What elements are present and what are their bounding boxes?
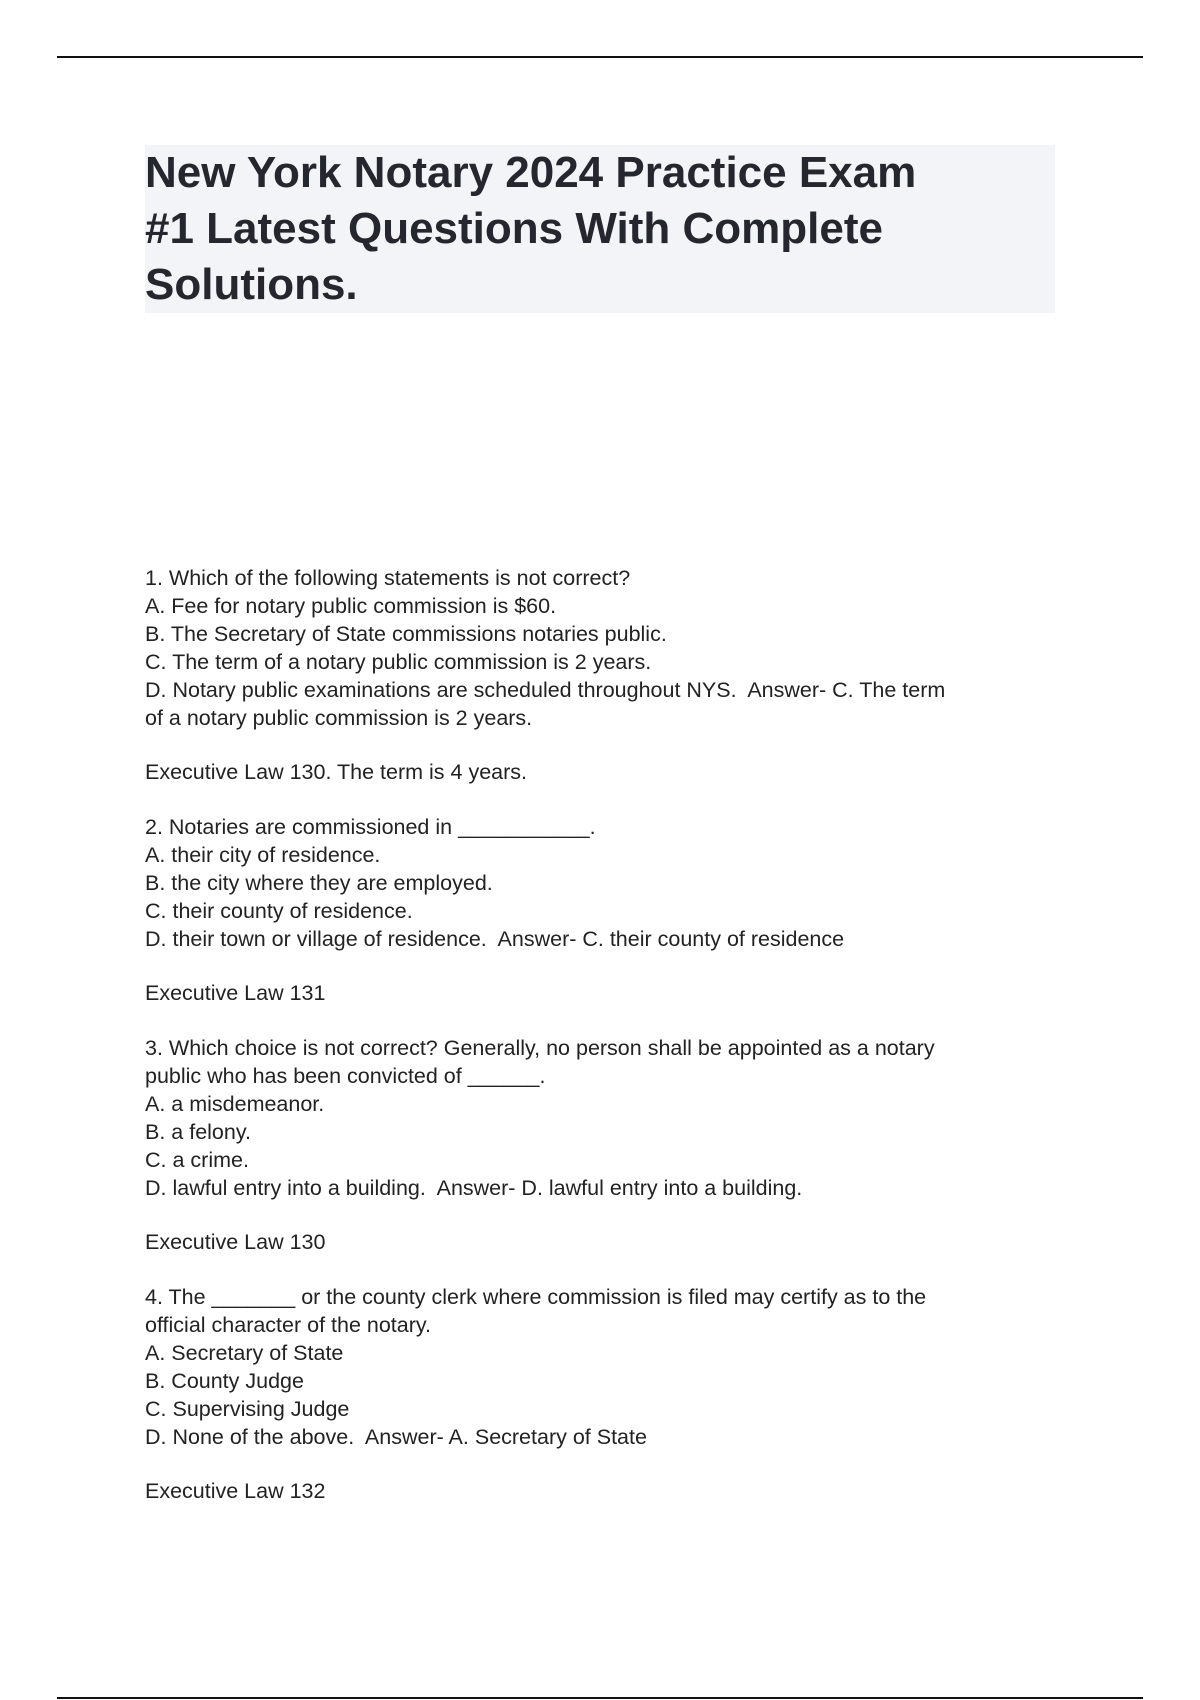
questions-list (145, 564, 1055, 1532)
option-d-with-answer: D. Notary public examinations are scheduled throughout NYS. Answer- C. The term (145, 678, 946, 702)
question-text-continuation: public who has been convicted of ______. (145, 1064, 546, 1088)
question-2-reference: Executive Law 131 (145, 981, 326, 1005)
option-d-with-answer: D. lawful entry into a building. Answer- D. lawful entry into a building. (145, 1176, 803, 1200)
question-4 (145, 1283, 1055, 1451)
option-a: A. their city of residence. (145, 843, 381, 867)
bottom-rule (57, 1697, 1143, 1699)
question-text: 2. Notaries are commissioned in ___________. (145, 815, 596, 839)
option-a: A. a misdemeanor. (145, 1092, 325, 1116)
option-d-with-answer: D. None of the above. Answer- A. Secretary of State (145, 1425, 647, 1449)
answer-continuation: of a notary public commission is 2 years. (145, 706, 533, 730)
top-rule (57, 56, 1143, 58)
option-b: B. the city where they are employed. (145, 871, 493, 895)
document-title: New York Notary 2024 Practice Exam #1 Latest Questions With Complete Solutions. (145, 148, 917, 309)
option-b: B. a felony. (145, 1120, 251, 1144)
option-c: C. The term of a notary public commission is 2 years. (145, 650, 652, 674)
option-d-with-answer: D. their town or village of residence. Answer- C. their county of residence (145, 927, 845, 951)
question-3-reference: Executive Law 130 (145, 1230, 326, 1254)
option-c: C. their county of residence. (145, 899, 413, 923)
option-c: C. Supervising Judge (145, 1397, 350, 1421)
question-text: 4. The _______ or the county clerk where commission is filed may certify as to the (145, 1285, 927, 1309)
question-1-reference: Executive Law 130. The term is 4 years. (145, 760, 528, 784)
option-b: B. The Secretary of State commissions notaries public. (145, 622, 667, 646)
question-2 (145, 813, 1055, 953)
option-b: B. County Judge (145, 1369, 304, 1393)
question-text-continuation: official character of the notary. (145, 1313, 432, 1337)
question-text: 1. Which of the following statements is not correct? (145, 566, 631, 590)
question-1 (145, 564, 1055, 732)
option-c: C. a crime. (145, 1148, 249, 1172)
question-text: 3. Which choice is not correct? Generally, no person shall be appointed as a notary (145, 1036, 935, 1060)
question-4-reference: Executive Law 132 (145, 1479, 326, 1503)
option-a: A. Secretary of State (145, 1341, 344, 1365)
question-3 (145, 1034, 1055, 1202)
option-a: A. Fee for notary public commission is $60. (145, 594, 557, 618)
title-block (145, 145, 1055, 313)
